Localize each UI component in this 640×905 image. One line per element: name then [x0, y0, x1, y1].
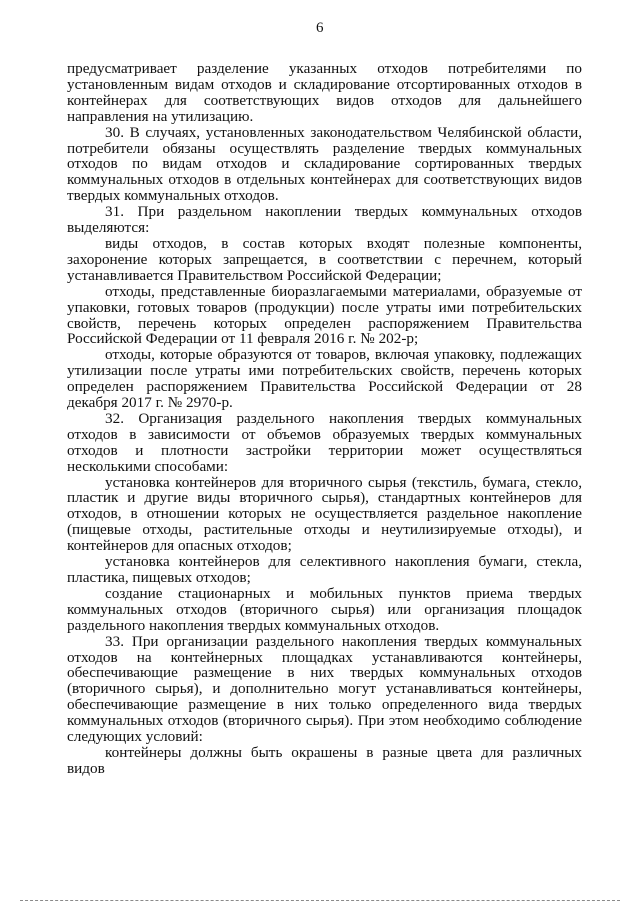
paragraph-waste-biodegradable: отходы, представленные биоразлагаемыми материалами, образуемые от упаковки, готовых товаров (продукции) после утраты ими потребительских свойств, перечень которых определен распоряжением Правительства Российской Федерации от 11 февраля 2016 г. № 202-р;: [67, 282, 582, 348]
paragraph-item-32: 32. Организация раздельного накопления твердых коммунальных отходов в зависимости от объемов образуемых твердых коммунальных отходов и плотности застройки территории может осуществляться несколькими способами:: [67, 409, 582, 475]
paragraph-container-colors: контейнеры должны быть окрашены в разные цвета для различных видов: [67, 743, 582, 777]
paragraph-item-31: 31. При раздельном накоплении твердых коммунальных отходов выделяются:: [67, 203, 582, 237]
paragraph-continuation: предусматривает разделение указанных отходов потребителями по установленным видам отходов и складирование отсортированных отходов в контейнерах для соответствующих видов отходов для дальнейшего направления на утилизацию.: [67, 60, 582, 125]
paragraph-method-selective-containers: установка контейнеров для селективного накопления бумаги, стекла, пластика, пищевых отходов;: [67, 553, 582, 586]
paragraph-method-secondary-containers: установка контейнеров для вторичного сырья (текстиль, бумага, стекло, пластик и другие виды вторичного сырья), стандартных контейнеров для отходов, в отношении которых не осуществляется раздельное накопление (пищевые отходы, растительные отходы и неутилизируемые отходы), и контейнеров для опасных отходов;: [67, 473, 582, 555]
paragraph-waste-goods-packaging: отходы, которые образуются от товаров, включая упаковку, подлежащих утилизации после утраты ими потребительских свойств, перечень которых определен распоряжением Правительства Российской Федерации от 28 декабря 2017 г. № 2970-р.: [67, 346, 582, 412]
paragraph-item-33: 33. При организации раздельного накопления твердых коммунальных отходов на контейнерных площадках устанавливаются контейнеры, обеспечивающие размещение в них твердых коммунальных отходов (вторичного сырья), и дополнительно могут устанавливаться контейнеры, обеспечивающие размещение в них только определенного вида твердых коммунальных отходов (вторичного сырья). При этом необходимо соблюдение следующих условий:: [67, 632, 582, 746]
paragraph-waste-types-useful-components: виды отходов, в состав которых входят полезные компоненты, захоронение которых запрещается, в соответствии с перечнем, который устанавливается Правительством Российской Федерации;: [67, 234, 582, 284]
page-number: 6: [316, 20, 324, 36]
paragraph-item-30: 30. В случаях, установленных законодательством Челябинской области, потребители обязаны осуществлять разделение твердых коммунальных отходов по видам отходов и складирование сортированных твердых коммунальных отходов в отдельных контейнерах для соответствующих видов твердых коммунальных отходов.: [67, 123, 582, 205]
page-bottom-divider: [20, 900, 620, 901]
paragraph-method-collection-points: создание стационарных и мобильных пунктов приема твердых коммунальных отходов (вторичного сырья) или организация площадок раздельного накопления твердых коммунальных отходов.: [67, 584, 582, 634]
document-body: [67, 61, 582, 777]
